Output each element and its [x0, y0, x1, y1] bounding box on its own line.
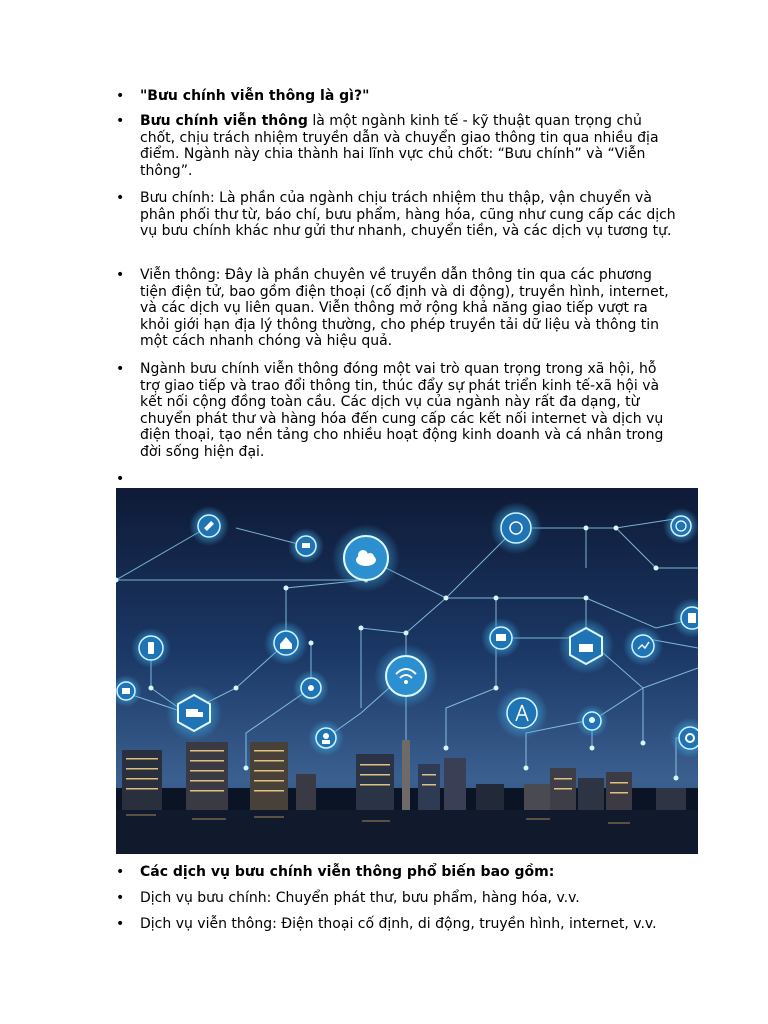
chart-icon — [623, 626, 663, 666]
item-text: Dịch vụ bưu chính: Chuyển phát thư, bưu phẩm, hàng hóa, v.v. — [140, 890, 580, 906]
list-item — [140, 113, 680, 179]
item-bold: "Bưu chính viễn thông là gì?" — [140, 88, 370, 104]
person-icon — [308, 720, 344, 756]
heart-icon — [293, 670, 329, 706]
item-text: Ngành bưu chính viễn thông đóng một vai trò quan trọng trong xã hội, hỗ trợ giao tiếp và trao đổi thông tin, thúc đẩy sự phát triển kinh tế-xã hội và kết nối cộng đồng toàn cầu. Các dịch vụ của ngành này rất đa dạng, từ chuyển phát thư và hàng hóa đến cung cấp các kết nối internet và dịch vụ điện thoại, tạo nền tảng cho nhiều hoạt động kinh doanh và cá nhân trong đời sống hiện đại. — [140, 361, 664, 460]
item-bold: Bưu chính viễn thông — [140, 113, 308, 129]
antenna-icon — [496, 687, 548, 739]
person-icon — [576, 705, 608, 737]
list-item — [140, 864, 680, 881]
wifi-icon — [374, 644, 438, 708]
list-item — [140, 88, 680, 105]
factory-icon — [558, 618, 614, 674]
smart-city-network-photo — [116, 488, 698, 854]
satellite-icon — [189, 506, 229, 546]
home-icon — [264, 621, 308, 665]
item-text: Bưu chính: Là phần của ngành chịu trách nhiệm thu thập, vận chuyển và phân phối thư từ, báo chí, bưu phẩm, hàng hóa, cũng như cung cấp các dịch vụ bưu chính khác như gửi thư nhanh, chuyển tiền, và các dịch vụ tương tự. — [140, 190, 676, 240]
phone-icon — [131, 628, 171, 668]
monitor-icon — [481, 618, 521, 658]
globe-icon — [663, 508, 698, 544]
truck-icon — [166, 685, 222, 741]
item-text: Dịch vụ viễn thông: Điện thoại cố định, di động, truyền hình, internet, v.v. — [140, 916, 657, 932]
cloud-icon — [332, 524, 400, 592]
list-item — [140, 890, 680, 907]
list-item — [140, 916, 680, 933]
empty-bullet: • — [116, 471, 125, 487]
list-item — [140, 267, 680, 350]
item-bold: Các dịch vụ bưu chính viễn thông phổ biến bao gồm: — [140, 864, 555, 880]
brain-icon — [490, 502, 542, 554]
item-text: là một ngành kinh tế - kỹ thuật quan trọng chủ chốt, chịu trách nhiệm truyền dẫn và chuyển giao thông tin qua nhiều địa điểm. Ngành này chia thành hai lĩnh vực chủ chốt: “Bưu chính” và “Viễn thông”. — [140, 113, 659, 179]
list-item — [140, 190, 680, 240]
item-text: Viễn thông: Đây là phần chuyên về truyền dẫn thông tin qua các phương tiện điện tử, bao gồm điện thoại (cố định và di động), truyền hình, internet, và các dịch vụ liên quan. Viễn thông mở rộng khả năng giao tiếp vượt ra khỏi giới hạn địa lý thông thường, cho phép truyền tải dữ liệu và thông tin một cách nhanh chóng và hiệu quả. — [140, 267, 669, 350]
list-item — [140, 361, 680, 461]
cart-icon — [288, 528, 324, 564]
